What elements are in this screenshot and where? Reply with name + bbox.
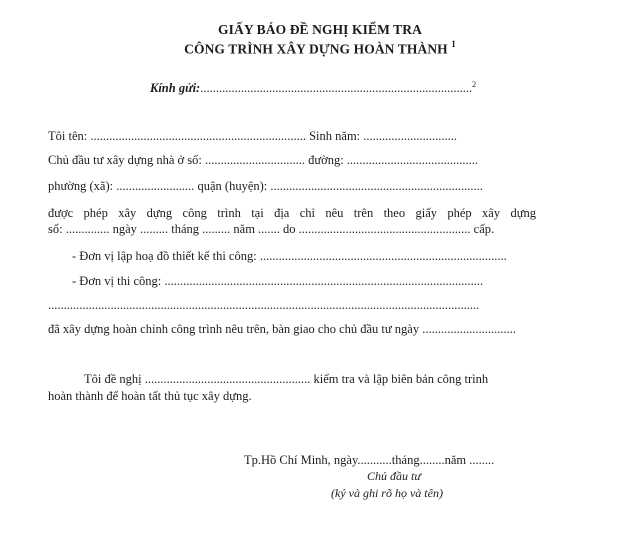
- form-title-line1: GIẤY BÁO ĐỀ NGHỊ KIỂM TRA: [218, 22, 422, 37]
- line-da-xay-dung: đã xây dựng hoàn chỉnh công trình nêu trên, bàn giao cho chủ đầu tư ngày ..............................: [48, 322, 516, 336]
- line-dotted-blank: ..........................................................................................................................................: [48, 298, 480, 312]
- line-hoan-thanh: hoàn thành để hoàn tất thủ tục xây dựng.: [48, 389, 252, 403]
- line-duoc-phep: được phép xây dựng công trình tại địa chỉ nêu trên theo giấy phép xây dựng: [48, 206, 536, 220]
- kinh-gui-footnote-marker: 2: [472, 80, 477, 89]
- line-don-vi-thi-cong: - Đơn vị thi công: ......................................................................................................: [72, 274, 484, 288]
- signature-place-date: Tp.Hồ Chí Minh, ngày...........tháng........năm ........: [244, 453, 495, 467]
- kinh-gui-label: Kính gửi:: [150, 81, 201, 96]
- line-toi-de-nghi: Tôi đề nghị ..................................................... kiểm tra và lập biên bản công trình: [84, 372, 489, 386]
- form-title-line2: [0, 40, 640, 58]
- kinh-gui-dots: .......................................................................................: [200, 81, 473, 96]
- title-footnote-marker: 1: [451, 39, 456, 49]
- signature-note: (ký và ghi rõ họ và tên): [331, 486, 443, 500]
- line-toi-ten: Tôi tên: ..................................................................... Sinh năm: ..............................: [48, 129, 458, 143]
- line-chu-dau-tu: Chủ đầu tư xây dựng nhà ở số: ................................ đường: ..........................................: [48, 153, 479, 167]
- kinh-gui-row: [150, 80, 476, 96]
- signature-role: Chủ đầu tư: [367, 469, 421, 483]
- line-phuong: phường (xã): ......................... quận (huyện): ....................................................................: [48, 179, 483, 193]
- form-title-line2-text: CÔNG TRÌNH XÂY DỰNG HOÀN THÀNH: [184, 41, 448, 57]
- line-don-vi-lap-hoa-do: - Đơn vị lập hoạ đồ thiết kế thi công: ...............................................................................: [72, 249, 507, 263]
- line-so: số: .............. ngày ......... tháng ......... năm ....... do ....................................................... cấp.: [48, 222, 495, 236]
